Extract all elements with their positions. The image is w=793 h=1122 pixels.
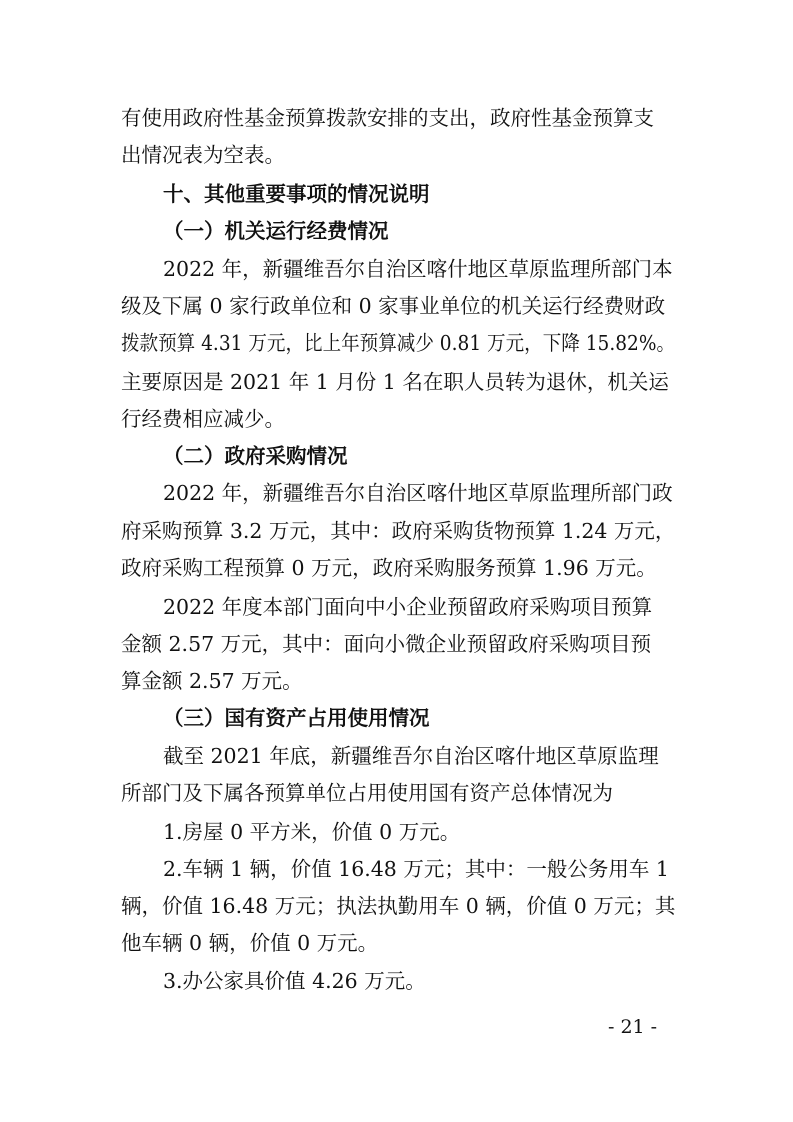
text-line: 3.办公家具价值 4.26 万元。 — [163, 969, 426, 993]
text-line: 主要原因是 2021 年 1 月份 1 名在职人员转为退休，机关运 — [121, 370, 669, 394]
text-line: 他车辆 0 辆，价值 0 万元。 — [121, 931, 379, 955]
text-line: 算金额 2.57 万元。 — [121, 669, 303, 693]
text-line: 级及下属 0 家行政单位和 0 家事业单位的机关运行经费财政 — [121, 294, 666, 318]
subsection-heading: （一）机关运行经费情况 — [163, 219, 389, 243]
text-line: 有使用政府性基金预算拨款安排的支出，政府性基金预算支 — [121, 106, 654, 130]
text-line: 金额 2.57 万元，其中：面向小微企业预留政府采购项目预 — [121, 632, 652, 656]
page-number: - 21 - — [608, 1016, 658, 1038]
text-line: 拨款预算 4.31 万元，比上年预算减少 0.81 万元，下降 15.82%。 — [121, 331, 676, 355]
text-line: 2.车辆 1 辆，价值 16.48 万元；其中：一般公务用车 1 — [163, 857, 669, 881]
text-line: 政府采购工程预算 0 万元，政府采购服务预算 1.96 万元。 — [121, 556, 657, 580]
subsection-heading: （二）政府采购情况 — [163, 444, 348, 468]
text-line: 行经费相应减少。 — [121, 407, 285, 431]
section-heading: 十、其他重要事项的情况说明 — [163, 182, 430, 206]
text-line: 所部门及下属各预算单位占用使用国有资产总体情况为 — [121, 781, 613, 805]
text-line: 截至 2021 年底，新疆维吾尔自治区喀什地区草原监理 — [163, 744, 659, 768]
text-line: 2022 年，新疆维吾尔自治区喀什地区草原监理所部门本 — [163, 257, 673, 281]
text-line: 1.房屋 0 平方米，价值 0 万元。 — [163, 820, 461, 844]
text-line: 出情况表为空表。 — [121, 143, 285, 167]
text-line: 府采购预算 3.2 万元，其中：政府采购货物预算 1.24 万元， — [121, 519, 676, 543]
text-line: 2022 年，新疆维吾尔自治区喀什地区草原监理所部门政 — [163, 481, 673, 505]
text-line: 辆，价值 16.48 万元；执法执勤用车 0 辆，价值 0 万元；其 — [121, 894, 676, 918]
text-line: 2022 年度本部门面向中小企业预留政府采购项目预算 — [163, 595, 653, 619]
subsection-heading: （三）国有资产占用使用情况 — [163, 706, 430, 730]
